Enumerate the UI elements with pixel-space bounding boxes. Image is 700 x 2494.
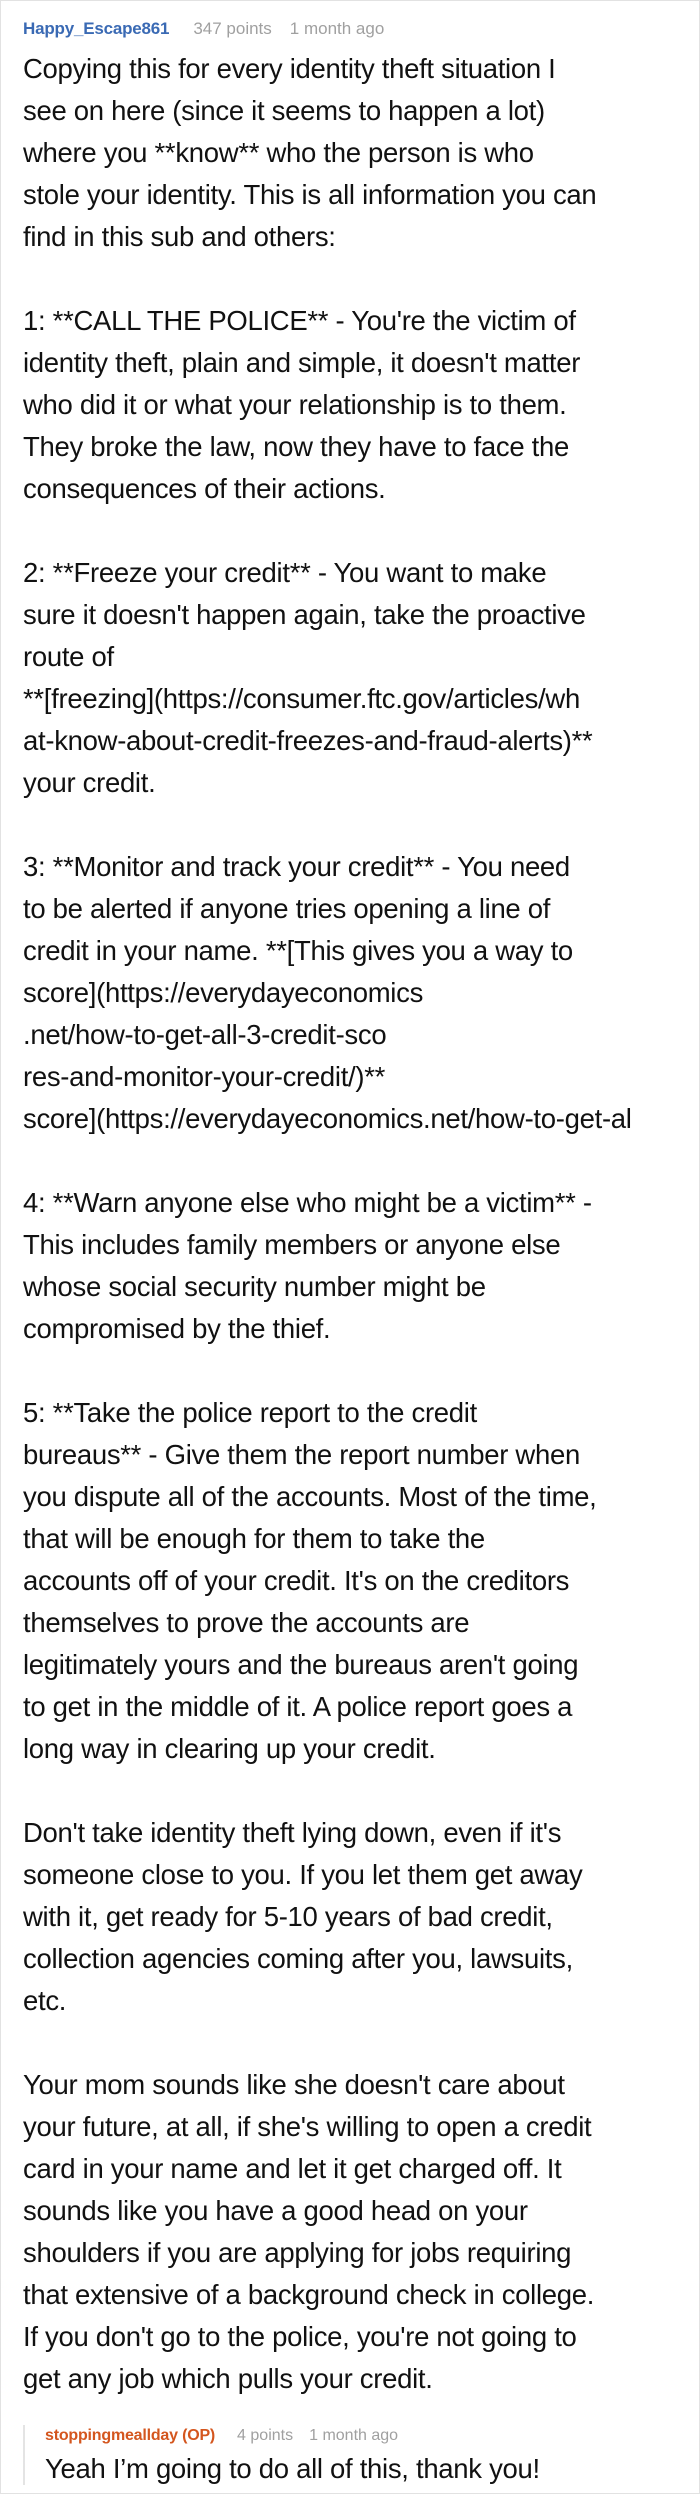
comment-text-line: see on here (since it seems to happen a lot) (23, 95, 545, 126)
comment-text-line: where you **know** who the person is who (23, 137, 534, 168)
comment-text-line: your credit. (23, 767, 156, 798)
reply-points: 4 points (237, 2427, 294, 2444)
comment-text-line: get any job which pulls your credit. (23, 2363, 433, 2394)
comment-text-line: at-know-about-credit-freezes-and-fraud-alerts)** (23, 725, 593, 756)
comment-text-line (23, 1140, 699, 1182)
comment-text-line: etc. (23, 1985, 67, 2016)
comment-text-line: sure it doesn't happen again, take the proactive (23, 599, 586, 630)
comment-text-line: .net/how-to-get-all-3-credit-sco (23, 1019, 387, 1050)
reply-author-link[interactable]: stoppingmeallday (OP) (45, 2427, 216, 2444)
comment-text-line: bureaus** - Give them the report number when (23, 1439, 580, 1470)
comment-text-line: 4: **Warn anyone else who might be a victim** - (23, 1187, 592, 1218)
comment-text-line: score](https://everydayeconomics.net/how-to-get-al (23, 1103, 632, 1134)
comment-text-line: who did it or what your relationship is to them. (23, 389, 567, 420)
reply-timestamp: 1 month ago (309, 2427, 399, 2444)
comment-text-line: If you don't go to the police, you're not going to (23, 2321, 577, 2352)
comment-text-line: themselves to prove the accounts are (23, 1607, 470, 1638)
comment-text-line: 5: **Take the police report to the credit (23, 1397, 477, 1428)
comment-text-line: card in your name and let it get charged off. It (23, 2153, 562, 2184)
comment-text-line: Copying this for every identity theft situation I (23, 53, 556, 84)
comment-text-line (23, 1770, 699, 1812)
comment-text-line: Don't take identity theft lying down, even if it's (23, 1817, 562, 1848)
comment-text-line: 3: **Monitor and track your credit** - You need (23, 851, 570, 882)
comment-text-line: long way in clearing up your credit. (23, 1733, 436, 1764)
comment-text-line: accounts off of your credit. It's on the creditors (23, 1565, 570, 1596)
comment-points: 347 points (193, 19, 272, 38)
comment-body (23, 48, 699, 2400)
reply-body: Yeah I’m going to do all of this, thank you! (45, 2453, 540, 2484)
comment-text-line: Your mom sounds like she doesn't care about (23, 2069, 565, 2100)
comment-meta (23, 19, 384, 43)
comment-text-line: score](https://everydayeconomics (23, 977, 424, 1008)
comment-text-line: that extensive of a background check in college. (23, 2279, 595, 2310)
reply-meta (45, 2427, 398, 2451)
comment-text-line: find in this sub and others: (23, 221, 336, 252)
comment-text-line: that will be enough for them to take the (23, 1523, 485, 1554)
comment-text-line: credit in your name. **[This gives you a way to (23, 935, 573, 966)
comment-text-line: consequences of their actions. (23, 473, 386, 504)
comment-text-line (23, 510, 699, 552)
comment-text-line: res-and-monitor-your-credit/)** (23, 1061, 386, 1092)
comment-text-line: This includes family members or anyone else (23, 1229, 561, 1260)
comment-text-line (23, 258, 699, 300)
comment-text-line (23, 1350, 699, 1392)
comment-text-line: shoulders if you are applying for jobs requiring (23, 2237, 572, 2268)
comment-text-line: identity theft, plain and simple, it doesn't matter (23, 347, 581, 378)
comment-text-line: 2: **Freeze your credit** - You want to make (23, 557, 547, 588)
comment-text-line: with it, get ready for 5-10 years of bad credit, (23, 1901, 553, 1932)
comment-text-line: to be alerted if anyone tries opening a line of (23, 893, 551, 924)
comment-text-line: someone close to you. If you let them get away (23, 1859, 583, 1890)
comment-text-line: legitimately yours and the bureaus aren't going (23, 1649, 579, 1680)
comment-author-link[interactable]: Happy_Escape861 (23, 19, 170, 38)
comment-text-line: your future, at all, if she's willing to open a credit (23, 2111, 592, 2142)
comment-text-line: stole your identity. This is all information you can (23, 179, 597, 210)
comment-text-line: 1: **CALL THE POLICE** - You're the victim of (23, 305, 576, 336)
comment-text-line (23, 804, 699, 846)
comment-text-line (23, 2022, 699, 2064)
comment-text-line: compromised by the thief. (23, 1313, 331, 1344)
comment-text-line: you dispute all of the accounts. Most of the time, (23, 1481, 597, 1512)
comment-text-line: **[freezing](https://consumer.ftc.gov/articles/wh (23, 683, 580, 714)
comment-text-line: sounds like you have a good head on your (23, 2195, 528, 2226)
reply-comment (23, 2425, 685, 2485)
comment-timestamp: 1 month ago (289, 19, 385, 38)
comment-text-line: collection agencies coming after you, lawsuits, (23, 1943, 573, 1974)
comment-text-line: route of (23, 641, 114, 672)
comment-text-line: They broke the law, now they have to face the (23, 431, 570, 462)
comment-text-line: whose social security number might be (23, 1271, 486, 1302)
comment-text-line: to get in the middle of it. A police report goes a (23, 1691, 573, 1722)
